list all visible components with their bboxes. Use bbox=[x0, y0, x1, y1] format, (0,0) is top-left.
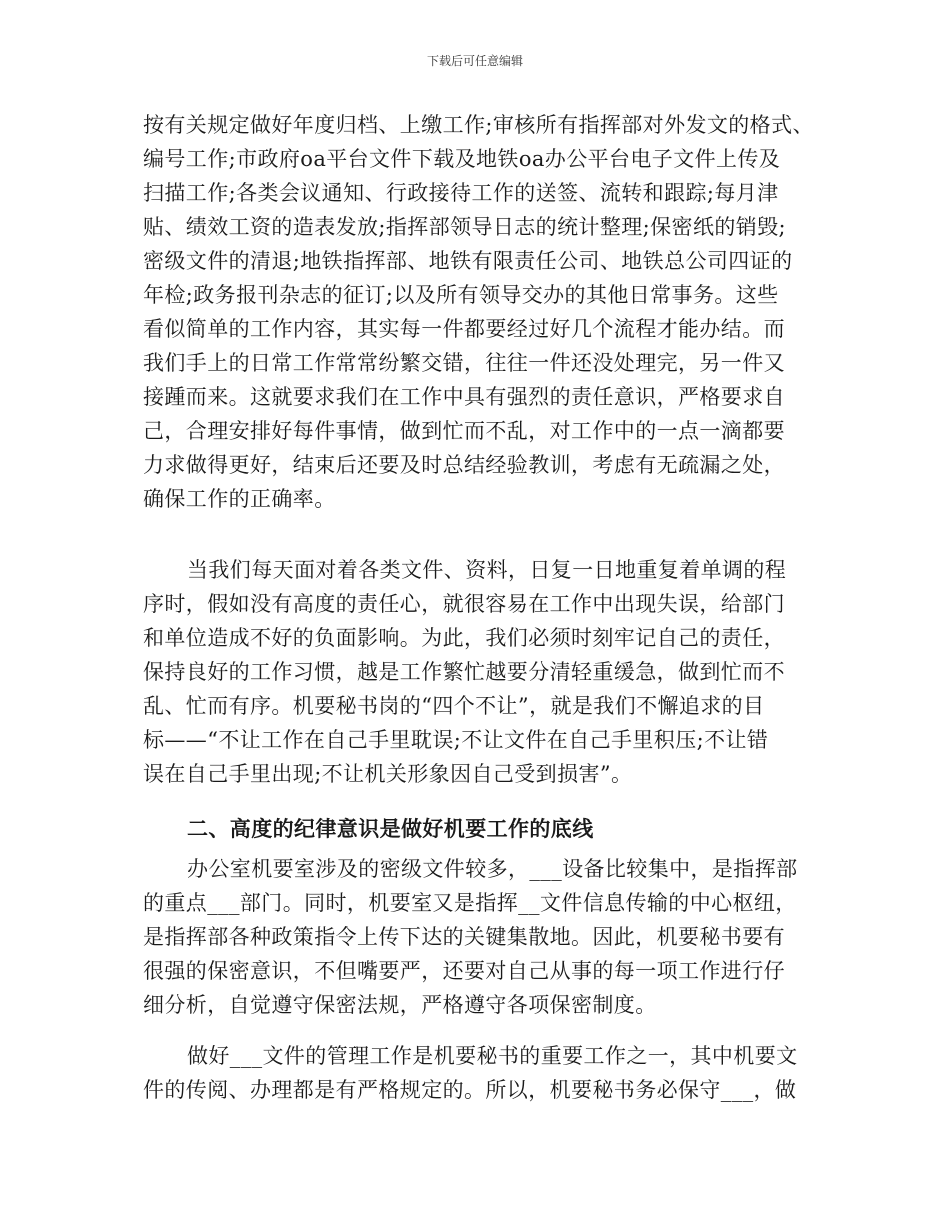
text-line: 和单位造成不好的负面影响。为此，我们必须时刻牢记自己的责任， bbox=[143, 626, 785, 650]
text-line: 看似简单的工作内容，其实每一件都要经过好几个流程才能办结。而 bbox=[143, 317, 785, 341]
text-line: 按有关规定做好年度归档、上缴工作;审核所有指挥部对外发文的格式、 bbox=[143, 113, 814, 137]
text-line: 贴、绩效工资的造表发放;指挥部领导日志的统计整理;保密纸的销毁; bbox=[143, 215, 787, 239]
text-line: 保持良好的工作习惯，越是工作繁忙越要分清轻重缓急，做到忙而不 bbox=[143, 660, 785, 684]
text-line: 序时，假如没有高度的责任心，就很容易在工作中出现失误，给部门 bbox=[143, 592, 785, 616]
text-line: 编号工作;市政府oa平台文件下载及地铁oa办公平台电子文件上传及 bbox=[143, 147, 781, 171]
text-line: 件的传阅、办理都是有严格规定的。所以，机要秘书务必保守___，做 bbox=[143, 1078, 797, 1102]
text-line: 误在自己手里出现;不让机关形象因自己受到损害”。 bbox=[143, 762, 633, 786]
text-line: 办公室机要室涉及的密级文件较多，___设备比较集中，是指挥部 bbox=[187, 857, 798, 881]
text-line: 我们手上的日常工作常常纷繁交错，往往一件还没处理完，另一件又 bbox=[143, 351, 785, 375]
text-line: 乱、忙而有序。机要秘书岗的“四个不让”，就是我们不懈追求的目 bbox=[143, 694, 765, 718]
text-line: 细分析，自觉遵守保密法规，严格遵守各项保密制度。 bbox=[143, 993, 657, 1017]
text-line: 的重点___部门。同时，机要室又是指挥__文件信息传输的中心枢纽， bbox=[143, 891, 797, 915]
text-line: 标——“不让工作在自己手里耽误;不让文件在自己手里积压;不让错 bbox=[143, 728, 769, 752]
page-header: 下载后可任意编辑 bbox=[426, 54, 523, 68]
text-line: 是指挥部各种政策指令上传下达的关键集散地。因此，机要秘书要有 bbox=[143, 925, 785, 949]
text-line: 力求做得更好，结束后还要及时总结经验教训，考虑有无疏漏之处， bbox=[143, 453, 785, 477]
text-line: 密级文件的清退;地铁指挥部、地铁有限责任公司、地铁总公司四证的 bbox=[143, 249, 793, 273]
text-line: 年检;政务报刊杂志的征订;以及所有领导交办的其他日常事务。这些 bbox=[143, 283, 779, 307]
text-line: 接踵而来。这就要求我们在工作中具有强烈的责任意识，严格要求自 bbox=[143, 385, 785, 409]
text-line: 确保工作的正确率。 bbox=[143, 487, 336, 511]
text-line: 扫描工作;各类会议通知、行政接待工作的送签、流转和跟踪;每月津 bbox=[143, 181, 779, 205]
text-line: 很强的保密意识，不但嘴要严，还要对自己从事的每一项工作进行仔 bbox=[143, 959, 785, 983]
text-line: 己，合理安排好每件事情，做到忙而不乱，对工作中的一点一滴都要 bbox=[143, 419, 785, 443]
section-heading: 二、高度的纪律意识是做好机要工作的底线 bbox=[187, 817, 594, 841]
text-line: 当我们每天面对着各类文件、资料，日复一日地重复着单调的程 bbox=[187, 558, 787, 582]
text-line: 做好___文件的管理工作是机要秘书的重要工作之一，其中机要文 bbox=[187, 1044, 798, 1068]
